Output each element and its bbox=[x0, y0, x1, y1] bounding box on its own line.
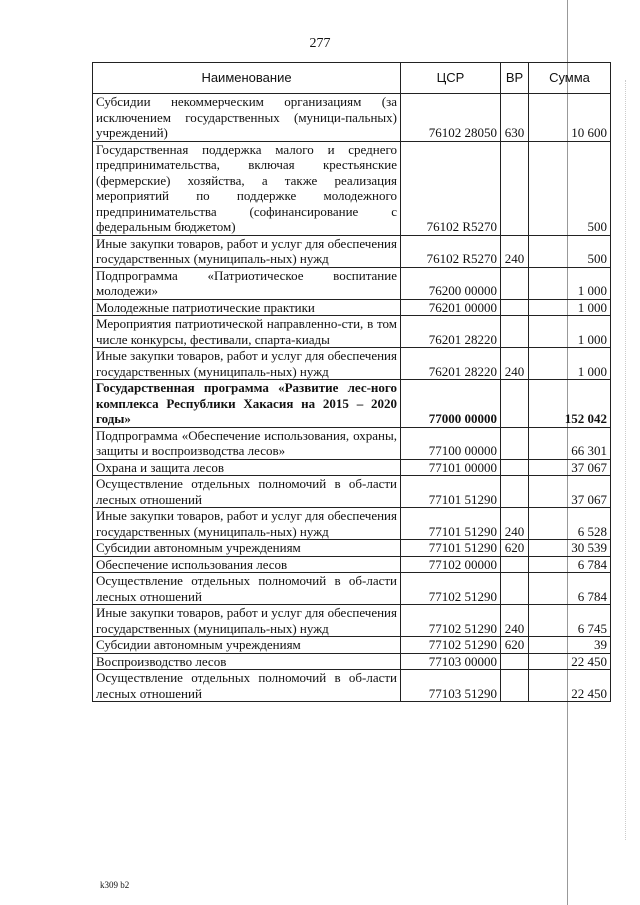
row-name: Иные закупки товаров, работ и услуг для обеспечения государственных (муниципаль-ных) нужд bbox=[93, 605, 401, 637]
row-vr: 620 bbox=[501, 637, 529, 654]
row-name: Осуществление отдельных полномочий в об-ласти лесных отношений bbox=[93, 476, 401, 508]
row-vr bbox=[501, 653, 529, 670]
row-vr bbox=[501, 427, 529, 459]
row-csr: 76201 28220 bbox=[401, 316, 501, 348]
row-vr bbox=[501, 459, 529, 476]
row-name: Воспроизводство лесов bbox=[93, 653, 401, 670]
row-name: Мероприятия патриотической направленно-сти, в том числе конкурсы, фестивали, спарта-киады bbox=[93, 316, 401, 348]
row-sum: 6 784 bbox=[529, 573, 611, 605]
row-csr: 76102 R5270 bbox=[401, 141, 501, 235]
table-row bbox=[93, 540, 611, 557]
row-name: Осуществление отдельных полномочий в об-ласти лесных отношений bbox=[93, 573, 401, 605]
row-vr bbox=[501, 476, 529, 508]
row-csr: 77102 51290 bbox=[401, 605, 501, 637]
row-name: Подпрограмма «Патриотическое воспитание молодежи» bbox=[93, 267, 401, 299]
row-sum: 66 301 bbox=[529, 427, 611, 459]
row-csr: 77103 00000 bbox=[401, 653, 501, 670]
header-sum: Сумма bbox=[529, 63, 611, 94]
row-sum: 37 067 bbox=[529, 476, 611, 508]
row-csr: 76102 28050 bbox=[401, 94, 501, 142]
row-csr: 77101 00000 bbox=[401, 459, 501, 476]
table-row bbox=[93, 427, 611, 459]
row-name: Иные закупки товаров, работ и услуг для обеспечения государственных (муниципаль-ных) нужд bbox=[93, 348, 401, 380]
row-csr: 77102 51290 bbox=[401, 637, 501, 654]
table-row bbox=[93, 267, 611, 299]
row-sum: 37 067 bbox=[529, 459, 611, 476]
row-sum: 39 bbox=[529, 637, 611, 654]
table-row bbox=[93, 348, 611, 380]
row-vr: 620 bbox=[501, 540, 529, 557]
row-sum: 1 000 bbox=[529, 316, 611, 348]
footer-code: k309 b2 bbox=[100, 880, 130, 890]
table-row bbox=[93, 670, 611, 702]
row-vr: 240 bbox=[501, 235, 529, 267]
header-csr: ЦСР bbox=[401, 63, 501, 94]
row-csr: 77101 51290 bbox=[401, 476, 501, 508]
table-row bbox=[93, 573, 611, 605]
row-name: Иные закупки товаров, работ и услуг для обеспечения государственных (муниципаль-ных) нужд bbox=[93, 508, 401, 540]
row-vr: 240 bbox=[501, 348, 529, 380]
row-csr: 76102 R5270 bbox=[401, 235, 501, 267]
row-sum: 22 450 bbox=[529, 653, 611, 670]
table-row bbox=[93, 459, 611, 476]
row-sum: 152 042 bbox=[529, 380, 611, 428]
row-csr: 77000 00000 bbox=[401, 380, 501, 428]
row-sum: 1 000 bbox=[529, 348, 611, 380]
row-name: Государственная поддержка малого и среднего предпринимательства, включая крестьянские (фермерские) хозяйства, а также реализация мероприятий по поддержке молодежного предпринимательства (софинансирование с федеральным бюджетом) bbox=[93, 141, 401, 235]
row-vr: 240 bbox=[501, 508, 529, 540]
budget-table bbox=[92, 62, 611, 702]
row-name: Охрана и защита лесов bbox=[93, 459, 401, 476]
table-row bbox=[93, 508, 611, 540]
row-vr: 240 bbox=[501, 605, 529, 637]
scan-artifact-marks bbox=[625, 80, 632, 840]
row-csr: 76200 00000 bbox=[401, 267, 501, 299]
row-name: Обеспечение использования лесов bbox=[93, 556, 401, 573]
table-row bbox=[93, 380, 611, 428]
row-vr bbox=[501, 573, 529, 605]
row-sum: 30 539 bbox=[529, 540, 611, 557]
table-row bbox=[93, 476, 611, 508]
row-sum: 22 450 bbox=[529, 670, 611, 702]
row-csr: 77102 51290 bbox=[401, 573, 501, 605]
row-csr: 76201 00000 bbox=[401, 299, 501, 316]
row-sum: 10 600 bbox=[529, 94, 611, 142]
row-vr bbox=[501, 556, 529, 573]
row-name: Молодежные патриотические практики bbox=[93, 299, 401, 316]
row-sum: 6 784 bbox=[529, 556, 611, 573]
row-csr: 76201 28220 bbox=[401, 348, 501, 380]
row-sum: 500 bbox=[529, 141, 611, 235]
table-row bbox=[93, 653, 611, 670]
table-row bbox=[93, 605, 611, 637]
row-csr: 77101 51290 bbox=[401, 540, 501, 557]
table-header-row bbox=[93, 63, 611, 94]
row-vr bbox=[501, 299, 529, 316]
row-csr: 77103 51290 bbox=[401, 670, 501, 702]
header-vr: ВР bbox=[501, 63, 529, 94]
table-body bbox=[93, 94, 611, 702]
page-number: 277 bbox=[309, 36, 331, 51]
row-sum: 1 000 bbox=[529, 299, 611, 316]
row-vr bbox=[501, 267, 529, 299]
row-name: Субсидии автономным учреждениям bbox=[93, 540, 401, 557]
row-vr bbox=[501, 670, 529, 702]
row-csr: 77100 00000 bbox=[401, 427, 501, 459]
table-row bbox=[93, 316, 611, 348]
table-row bbox=[93, 556, 611, 573]
row-name: Иные закупки товаров, работ и услуг для обеспечения государственных (муниципаль-ных) нужд bbox=[93, 235, 401, 267]
header-name: Наименование bbox=[93, 63, 401, 94]
row-name: Субсидии некоммерческим организациям (за исключением государственных (муници-пальных) учреждений) bbox=[93, 94, 401, 142]
row-csr: 77101 51290 bbox=[401, 508, 501, 540]
row-name: Осуществление отдельных полномочий в об-ласти лесных отношений bbox=[93, 670, 401, 702]
row-vr: 630 bbox=[501, 94, 529, 142]
row-sum: 1 000 bbox=[529, 267, 611, 299]
table-row bbox=[93, 299, 611, 316]
row-vr bbox=[501, 380, 529, 428]
row-sum: 500 bbox=[529, 235, 611, 267]
row-name: Государственная программа «Развитие лес-ного комплекса Республики Хакасия на 2015 – 2020 годы» bbox=[93, 380, 401, 428]
table-row bbox=[93, 94, 611, 142]
table-row bbox=[93, 235, 611, 267]
row-vr bbox=[501, 141, 529, 235]
row-csr: 77102 00000 bbox=[401, 556, 501, 573]
row-sum: 6 745 bbox=[529, 605, 611, 637]
row-vr bbox=[501, 316, 529, 348]
table-row bbox=[93, 637, 611, 654]
row-name: Подпрограмма «Обеспечение использования, охраны, защиты и воспроизводства лесов» bbox=[93, 427, 401, 459]
row-sum: 6 528 bbox=[529, 508, 611, 540]
row-name: Субсидии автономным учреждениям bbox=[93, 637, 401, 654]
table-row bbox=[93, 141, 611, 235]
